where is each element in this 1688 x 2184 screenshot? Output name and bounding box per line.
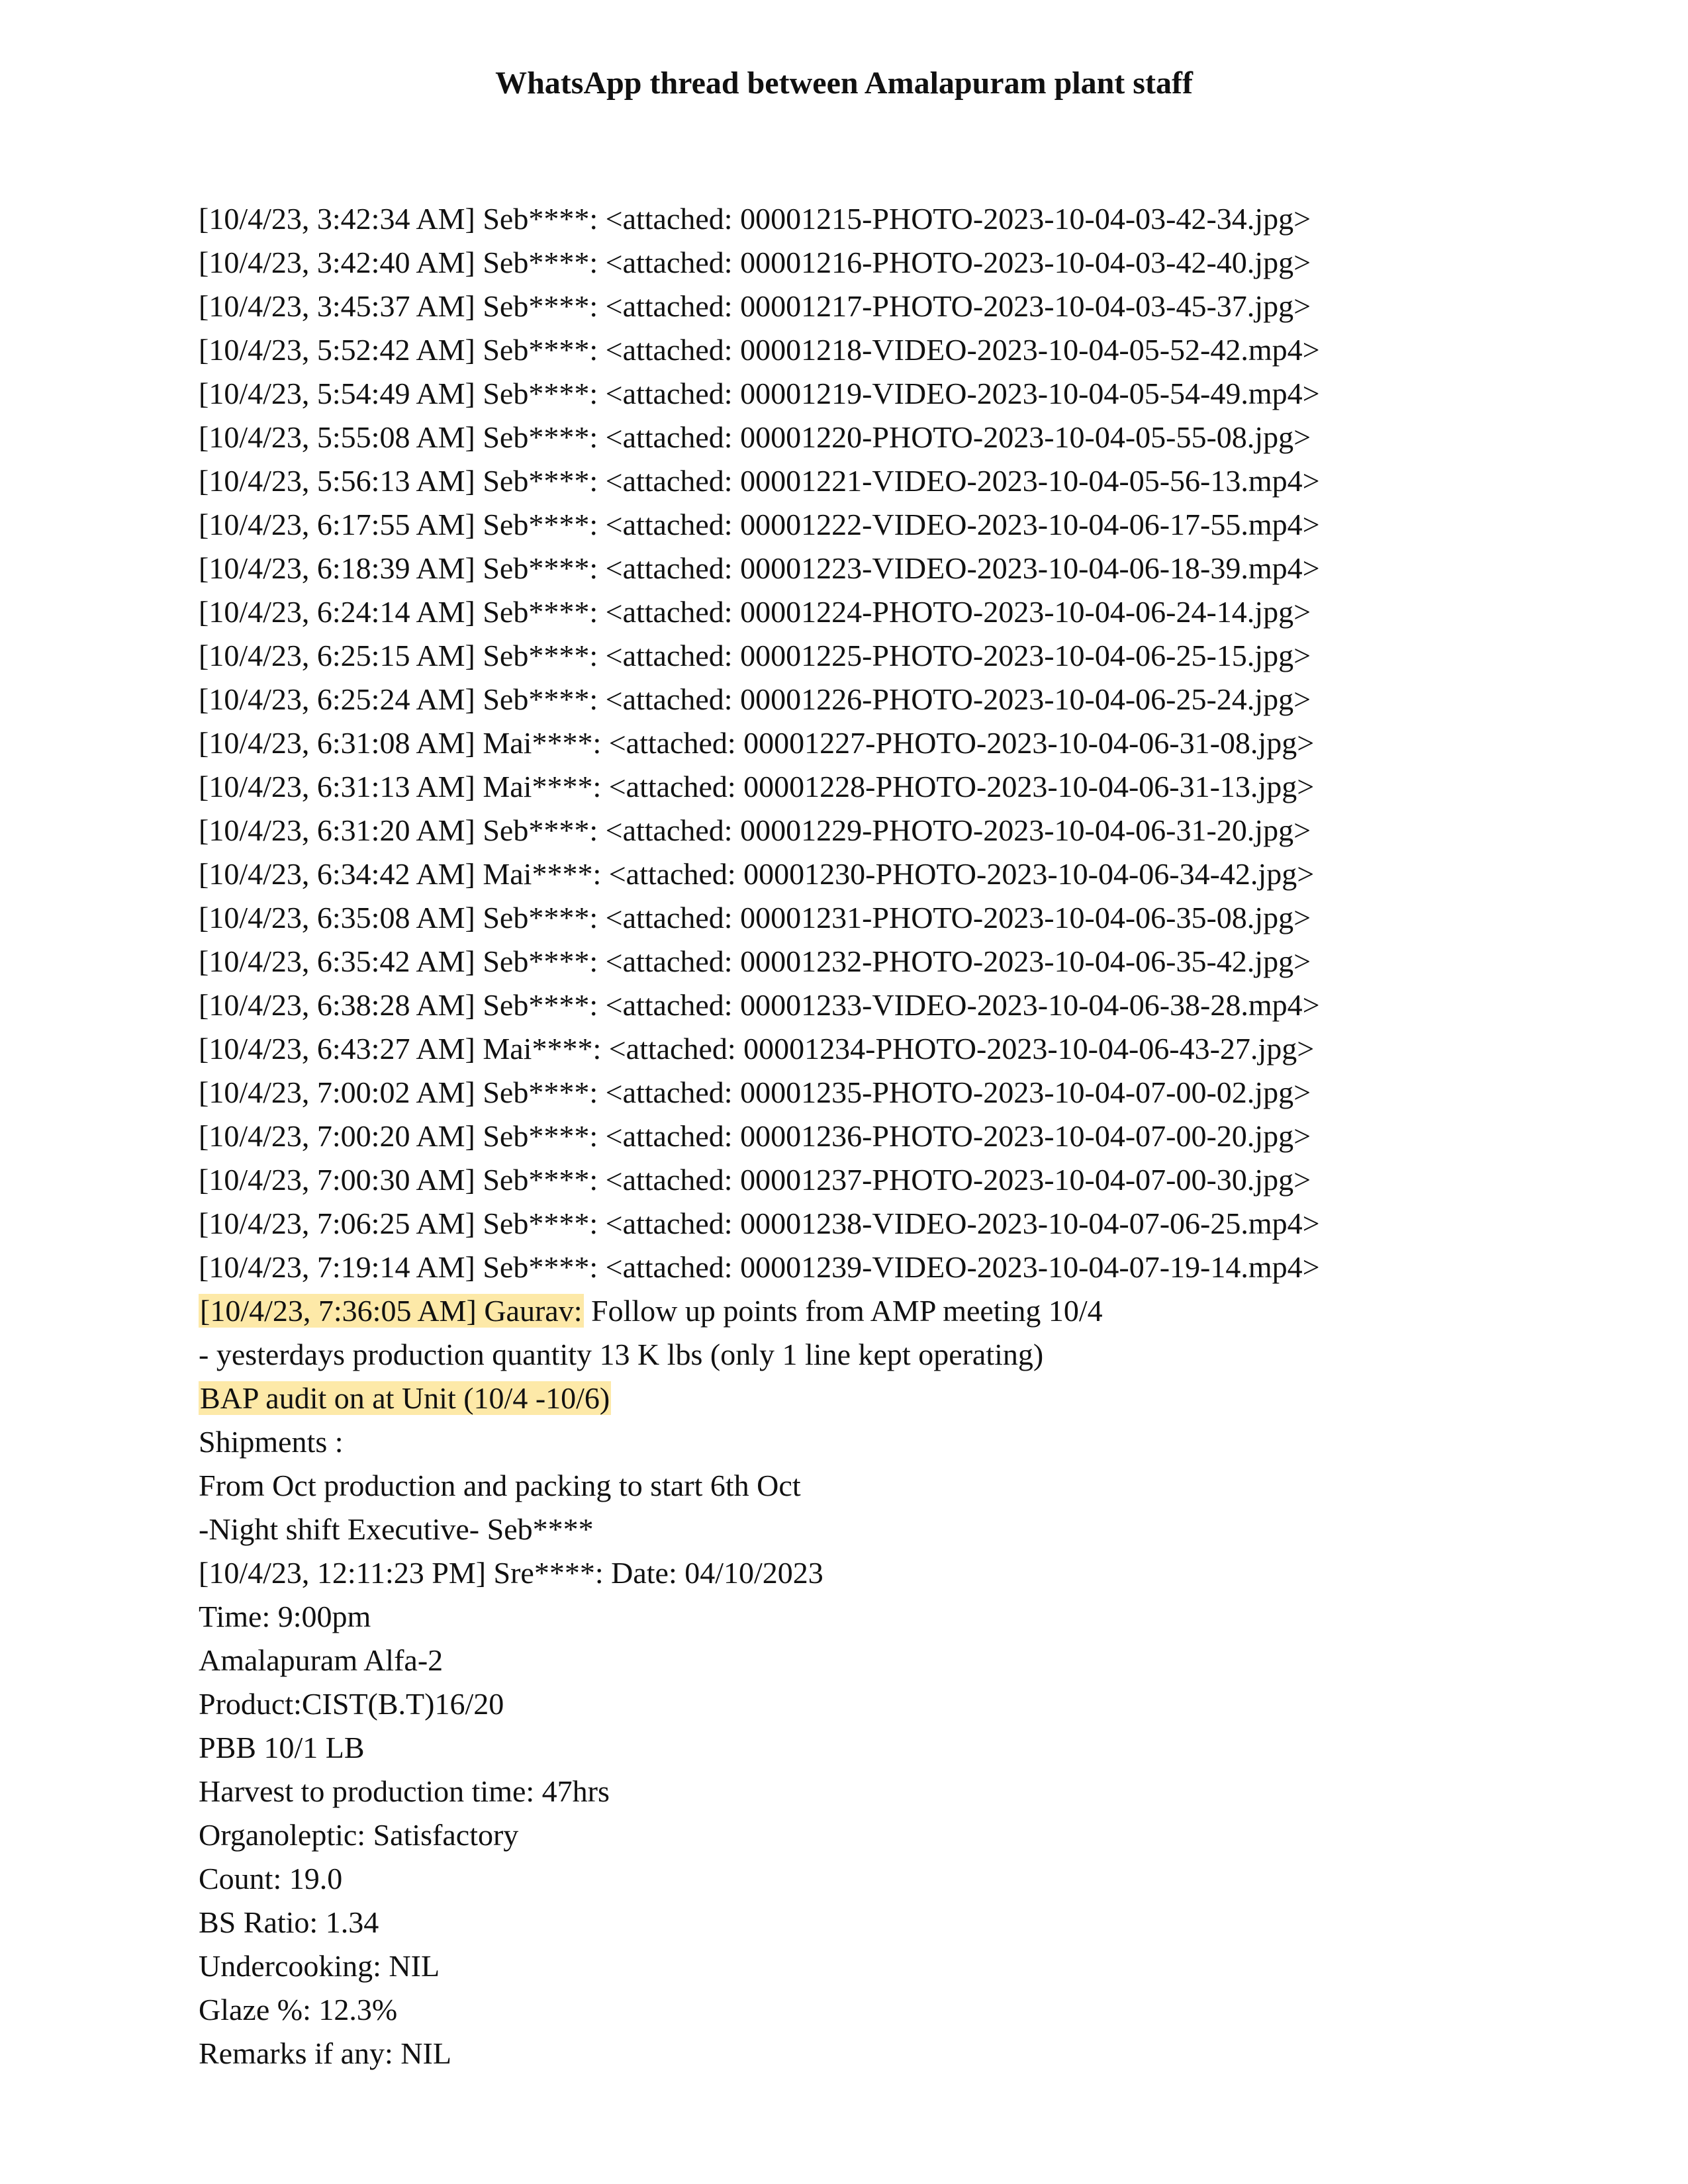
message-text: -Night shift Executive- Seb****	[199, 1512, 594, 1546]
message-line	[199, 1639, 1523, 1682]
message-line	[199, 1377, 1523, 1420]
message-line	[199, 1027, 1523, 1071]
message-line	[199, 896, 1523, 940]
message-line	[199, 547, 1523, 590]
message-text: [10/4/23, 3:42:34 AM] Seb****: <attached: 00001215-PHOTO-2023-10-04-03-42-34.jpg>	[199, 202, 1311, 236]
message-text: [10/4/23, 6:34:42 AM] Mai****: <attached: 00001230-PHOTO-2023-10-04-06-34-42.jpg>	[199, 857, 1315, 891]
message-line	[199, 1944, 1523, 1988]
message-text: Harvest to production time: 47hrs	[199, 1774, 610, 1808]
message-text: [10/4/23, 12:11:23 PM] Sre****: Date: 04/10/2023	[199, 1556, 823, 1590]
message-line	[199, 1726, 1523, 1770]
message-text: [10/4/23, 5:55:08 AM] Seb****: <attached: 00001220-PHOTO-2023-10-04-05-55-08.jpg>	[199, 420, 1311, 454]
message-line	[199, 1551, 1523, 1595]
message-line	[199, 459, 1523, 503]
message-line	[199, 940, 1523, 983]
message-text: BS Ratio: 1.34	[199, 1905, 379, 1939]
message-text: [10/4/23, 7:00:30 AM] Seb****: <attached: 00001237-PHOTO-2023-10-04-07-00-30.jpg>	[199, 1163, 1311, 1197]
message-text: [10/4/23, 6:31:08 AM] Mai****: <attached: 00001227-PHOTO-2023-10-04-06-31-08.jpg>	[199, 726, 1315, 760]
message-line	[199, 852, 1523, 896]
message-line	[199, 328, 1523, 372]
message-text: [10/4/23, 6:35:08 AM] Seb****: <attached: 00001231-PHOTO-2023-10-04-06-35-08.jpg>	[199, 901, 1311, 934]
message-text: Follow up points from AMP meeting 10/4	[583, 1294, 1103, 1328]
message-text: PBB 10/1 LB	[199, 1731, 365, 1764]
message-text: [10/4/23, 6:18:39 AM] Seb****: <attached: 00001223-VIDEO-2023-10-04-06-18-39.mp4>	[199, 551, 1320, 585]
message-text: [10/4/23, 7:06:25 AM] Seb****: <attached: 00001238-VIDEO-2023-10-04-07-06-25.mp4>	[199, 1206, 1320, 1240]
page-title: WhatsApp thread between Amalapuram plant staff	[495, 66, 1193, 101]
message-line	[199, 1901, 1523, 1944]
message-text: [10/4/23, 5:54:49 AM] Seb****: <attached: 00001219-VIDEO-2023-10-04-05-54-49.mp4>	[199, 377, 1320, 410]
message-line	[199, 809, 1523, 852]
message-text: [10/4/23, 6:24:14 AM] Seb****: <attached: 00001224-PHOTO-2023-10-04-06-24-14.jpg>	[199, 595, 1311, 629]
message-text: [10/4/23, 6:38:28 AM] Seb****: <attached: 00001233-VIDEO-2023-10-04-06-38-28.mp4>	[199, 988, 1320, 1022]
message-line	[199, 1115, 1523, 1158]
message-text: [10/4/23, 7:00:02 AM] Seb****: <attached: 00001235-PHOTO-2023-10-04-07-00-02.jpg>	[199, 1075, 1311, 1109]
message-line	[199, 503, 1523, 547]
message-line	[199, 1071, 1523, 1115]
message-line	[199, 1202, 1523, 1246]
message-line	[199, 983, 1523, 1027]
highlighted-text: [10/4/23, 7:36:05 AM] Gaurav:	[200, 1294, 583, 1328]
message-text: Time: 9:00pm	[199, 1600, 371, 1633]
message-line	[199, 1813, 1523, 1857]
message-line	[199, 197, 1523, 241]
message-text: [10/4/23, 6:31:20 AM] Seb****: <attached: 00001229-PHOTO-2023-10-04-06-31-20.jpg>	[199, 813, 1311, 847]
message-text: [10/4/23, 6:17:55 AM] Seb****: <attached: 00001222-VIDEO-2023-10-04-06-17-55.mp4>	[199, 508, 1320, 541]
message-line	[199, 241, 1523, 285]
message-text: Organoleptic: Satisfactory	[199, 1818, 519, 1852]
message-line	[199, 2032, 1523, 2075]
message-text: Count: 19.0	[199, 1862, 343, 1895]
message-text: From Oct production and packing to start 6th Oct	[199, 1469, 801, 1502]
message-text: Remarks if any: NIL	[199, 2036, 451, 2070]
message-line	[199, 721, 1523, 765]
message-text: Amalapuram Alfa-2	[199, 1643, 444, 1677]
message-text: [10/4/23, 7:19:14 AM] Seb****: <attached: 00001239-VIDEO-2023-10-04-07-19-14.mp4>	[199, 1250, 1320, 1284]
message-text: Shipments :	[199, 1425, 344, 1459]
message-text: Undercooking: NIL	[199, 1949, 440, 1983]
message-text: [10/4/23, 3:45:37 AM] Seb****: <attached: 00001217-PHOTO-2023-10-04-03-45-37.jpg>	[199, 289, 1311, 323]
message-text: [10/4/23, 3:42:40 AM] Seb****: <attached: 00001216-PHOTO-2023-10-04-03-42-40.jpg>	[199, 246, 1311, 279]
message-text: - yesterdays production quantity 13 K lbs (only 1 line kept operating)	[199, 1338, 1044, 1371]
message-text: Product:CIST(B.T)16/20	[199, 1687, 504, 1721]
message-text: [10/4/23, 6:43:27 AM] Mai****: <attached: 00001234-PHOTO-2023-10-04-06-43-27.jpg>	[199, 1032, 1315, 1066]
message-text: [10/4/23, 6:25:15 AM] Seb****: <attached: 00001225-PHOTO-2023-10-04-06-25-15.jpg>	[199, 639, 1311, 672]
message-line	[199, 1595, 1523, 1639]
message-text: [10/4/23, 5:56:13 AM] Seb****: <attached: 00001221-VIDEO-2023-10-04-05-56-13.mp4>	[199, 464, 1320, 498]
highlighted-text: BAP audit on at Unit (10/4 -10/6)	[200, 1381, 610, 1415]
message-line	[199, 765, 1523, 809]
message-line	[199, 634, 1523, 678]
message-line	[199, 678, 1523, 721]
message-line	[199, 372, 1523, 416]
message-line	[199, 285, 1523, 328]
message-line	[199, 416, 1523, 459]
message-line	[199, 1464, 1523, 1508]
message-line	[199, 1857, 1523, 1901]
message-line	[199, 1158, 1523, 1202]
message-text: Glaze %: 12.3%	[199, 1993, 398, 2026]
message-text: [10/4/23, 6:25:24 AM] Seb****: <attached: 00001226-PHOTO-2023-10-04-06-25-24.jpg>	[199, 682, 1311, 716]
message-text: [10/4/23, 6:35:42 AM] Seb****: <attached: 00001232-PHOTO-2023-10-04-06-35-42.jpg>	[199, 944, 1311, 978]
message-line	[199, 1246, 1523, 1289]
message-line	[199, 1770, 1523, 1813]
message-line	[199, 590, 1523, 634]
message-thread	[199, 197, 1523, 2075]
message-line	[199, 1682, 1523, 1726]
message-line	[199, 1333, 1523, 1377]
message-text: [10/4/23, 5:52:42 AM] Seb****: <attached: 00001218-VIDEO-2023-10-04-05-52-42.mp4>	[199, 333, 1320, 367]
message-line	[199, 1988, 1523, 2032]
message-text: [10/4/23, 6:31:13 AM] Mai****: <attached: 00001228-PHOTO-2023-10-04-06-31-13.jpg>	[199, 770, 1315, 803]
message-line	[199, 1508, 1523, 1551]
message-text: [10/4/23, 7:00:20 AM] Seb****: <attached: 00001236-PHOTO-2023-10-04-07-00-20.jpg>	[199, 1119, 1311, 1153]
message-line	[199, 1420, 1523, 1464]
message-line	[199, 1289, 1523, 1333]
